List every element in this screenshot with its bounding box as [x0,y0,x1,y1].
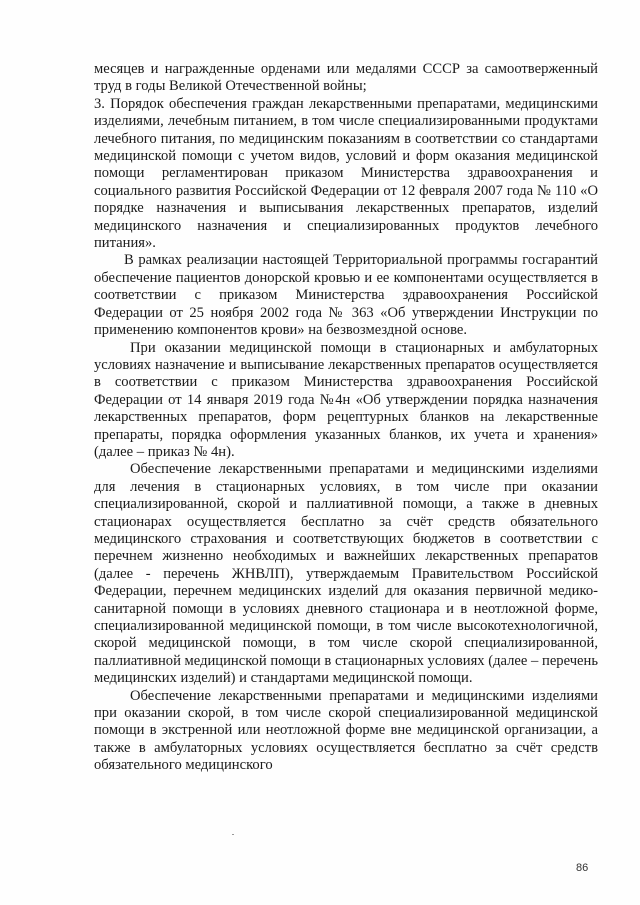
scan-speck [232,834,234,835]
paragraph-item-3: 3. Порядок обеспечения граждан лекарственными препаратами, медицинскими изделиями, лечебным питанием, в том числе специализированными продуктами лечебного питания, по медицинским показаниям в соответствии со стандартами медицинской помощи с учетом видов, условий и форм оказания медицинской помощи регламентирован приказом Министерства здравоохранения и социального развития Российской Федерации от 12 февраля 2007 года № 110 «О порядке назначения и выписывания лекарственных препаратов, изделий медицинского назначения и специализированных продуктов лечебного питания». [94,95,598,252]
paragraph-inpatient-supply: Обеспечение лекарственными препаратами и медицинскими изделиями для лечения в стационарных условиях, в том числе при оказании специализированной, скорой и паллиативной помощи, а также в дневных стационарах осуществляется бесплатно за счёт средств обязательного медицинского страхования и соответствующих бюджетов в соответствии с перечнем жизненно необходимых и важнейших лекарственных препаратов (далее - перечень ЖНВЛП), утверждаемым Правительством Российской Федерации, перечнем медицинских изделий для оказания первичной медико-санитарной помощи в условиях дневного стационара и в неотложной форме, специализированной медицинской помощи, в том числе высокотехнологичной, скорой медицинской помощи, в том числе скорой специализированной, паллиативной медицинской помощи в стационарных условиях (далее – перечень медицинских изделий) и стандартами медицинской помощи. [94,461,598,687]
page-number: 86 [576,862,589,874]
paragraph-prescription-order: При оказании медицинской помощи в стационарных и амбулаторных условиях назначение и выписывание лекарственных препаратов осуществляется в соответствии с приказом Министерства здравоохранения Российской Федерации от 14 января 2019 года №4н «Об утверждении порядка назначения лекарственных препаратов, форм рецептурных бланков на лекарственные препараты, порядка оформления указанных бланков, их учета и хранения» (далее – приказ № 4н). [94,339,598,460]
paragraph-emergency-supply: Обеспечение лекарственными препаратами и медицинскими изделиями при оказании скорой, в том числе скорой специализированной медицинской помощи в экстренной или неотложной форме вне медицинской организации, а также в амбулаторных условиях осуществляется бесплатно за счёт средств обязательного медицинского [94,687,598,774]
paragraph-continuation: месяцев и награжденные орденами или медалями СССР за самоотверженный труд в годы Великой Отечественной войны; [94,61,598,95]
document-body [94,61,598,775]
paragraph-blood-donation: В рамках реализации настоящей Территориальной программы госгарантий обеспечение пациентов донорской кровью и ее компонентами осуществляется в соответствии с приказом Министерства здравоохранения Российской Федерации от 25 ноября 2002 года № 363 «Об утверждении Инструкции по применению компонентов крови» на безвозмездной основе. [94,252,598,339]
